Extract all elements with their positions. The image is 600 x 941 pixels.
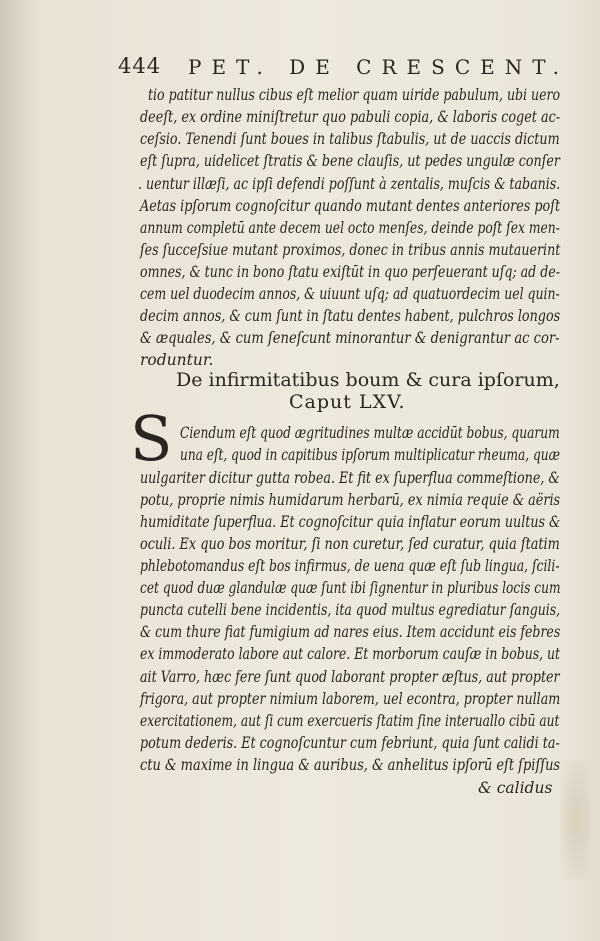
text-line: & cum thure fiat fumigium ad nares eius. Item accidunt eis febres — [140, 623, 561, 641]
text-line: cet quod duæ glandulæ quæ ſunt ibi ſignentur in pluribus locis cum — [140, 579, 561, 597]
running-title: PET. DE CRESCENT. — [188, 55, 569, 79]
chapter-number: Caput LXV. — [289, 391, 406, 413]
text-line: decim annos, & cum ſunt in ſtatu dentes habent, pulchros longos — [140, 307, 561, 325]
text-line: deeſt, ex ordine miniſtretur quo pabuli copia, & laboris coget ac- — [140, 108, 561, 126]
text-line: puncta cutelli bene incidentis, ita quod multus egrediatur ſanguis, — [140, 601, 561, 619]
text-line: . uentur illæſi, ac ipſi defendi poſſunt à zentalis, muſcis & tabanis. — [138, 175, 561, 193]
text-line: annum completū ante decem uel octo menſes, deinde poſt ſex men- — [140, 219, 560, 237]
chapter-heading: De infirmitatibus boum & cura ipſorum, — [176, 369, 560, 391]
text-line: omnes, & tunc in bono ſtatu exiſtūt in quo perſeuerant uſq; ad de- — [140, 263, 560, 281]
text-line: ceſsio. Tenendi ſunt boues in talibus ſtabulis, ut de uaccis dictum — [140, 130, 560, 148]
text-line: una eſt, quod in capitibus ipſorum multiplicatur rheuma, quæ — [180, 446, 561, 464]
text-line: Ciendum eſt quod ægritudines multæ accidūt bobus, quarum — [180, 424, 560, 442]
text-line: ait Varro, hæc fere ſunt quod laborant propter æſtus, aut propter — [140, 668, 560, 686]
text-line: potu, proprie nimis humidarum herbarū, ex nimia requie & aëris — [140, 491, 561, 509]
drop-cap: S — [130, 402, 173, 475]
text-line: ſes ſucceſsiue mutant proximos, donec in tribus annis mutauerint — [140, 241, 561, 259]
text-line: uulgariter dicitur gutta robea. Et fit ex ſuperflua commeſtione, & — [140, 469, 560, 487]
text-line: exercitationem, aut ſi cum exercueris ſtatim ſine interuallo cibū aut — [140, 712, 560, 730]
text-line: potum dederis. Et cognoſcuntur cum febriunt, quia ſunt calidi ta- — [140, 734, 560, 752]
catchword: & calidus — [478, 779, 553, 797]
folio-number: 444 — [118, 54, 162, 78]
text-line: phlebotomandus eſt bos infirmus, de uena quæ eſt ſub lingua, ſcili- — [140, 557, 560, 575]
text-line: cem uel duodecim annos, & uiuunt uſq; ad quatuordecim uel quin- — [140, 285, 560, 303]
text-line: humiditate ſuperflua. Et cognoſcitur quia inflatur eorum uultus & — [140, 513, 561, 531]
text-line: roduntur. — [140, 351, 214, 369]
text-line: ex immoderato labore aut calore. Et morborum cauſæ in bobus, ut — [140, 645, 561, 663]
text-line: eſt ſupra, uidelicet ſtratis & bene clauſis, ut pedes ungulæ conſer — [140, 152, 560, 170]
text-line: tio patitur nullus cibus eſt melior quam uiride pabulum, ubi uero — [148, 86, 561, 104]
text-line: oculi. Ex quo bos moritur, ſi non curetur, ſed curatur, quia ſtatim — [140, 535, 560, 553]
text-line: frigora, aut propter nimium laborem, uel econtra, propter nullam — [140, 690, 561, 708]
text-line: Aetas ipſorum cognoſcitur quando mutant dentes anteriores poſt — [140, 197, 561, 215]
text-line: & æquales, & cum ſeneſcunt minorantur & denigrantur ac cor- — [140, 329, 560, 347]
text-line: ctu & maxime in lingua & auribus, & anhelitus ipſorū eſt ſpiſſus — [140, 756, 561, 774]
